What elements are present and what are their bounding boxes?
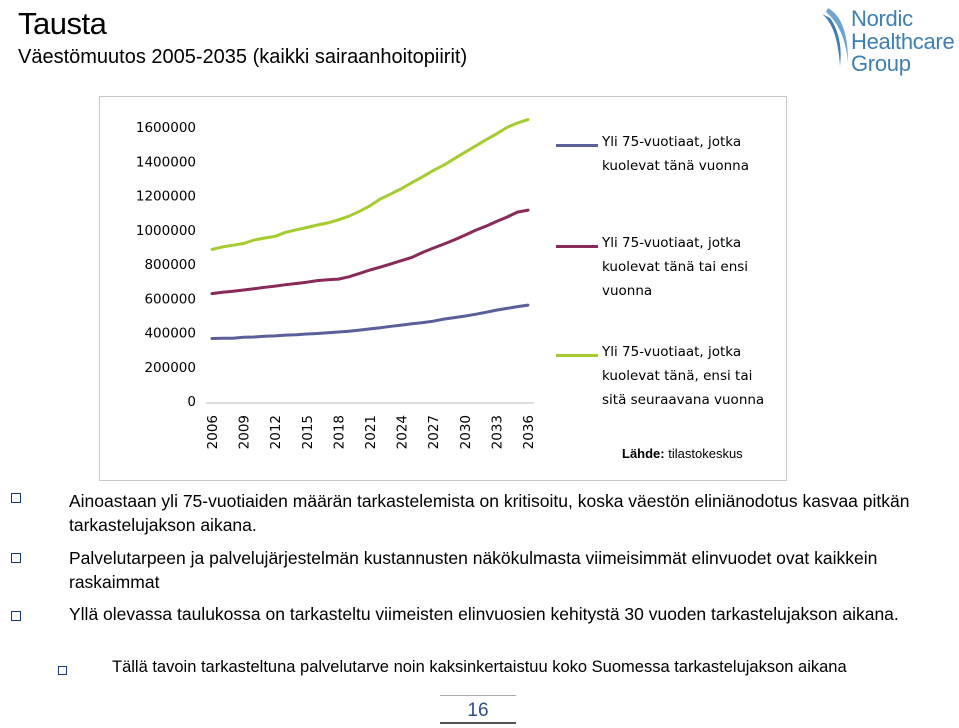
legend-label-3: Yli 75-vuotiaat, jotka kuolevat tänä, ensi tai sitä seuraavana vuonna: [602, 344, 765, 408]
chart-panel: [99, 96, 787, 481]
swoosh-icon: [818, 4, 854, 82]
nordic-healthcare-group-logo: [818, 4, 956, 82]
y-tick-label: 1000000: [135, 222, 196, 239]
slide-subtitle: Väestömuutos 2005-2035 (kaikki sairaanhoitopiirit): [18, 46, 468, 68]
x-tick-label: 2015: [299, 415, 316, 450]
chart-source: [622, 446, 743, 461]
bullet-text-2: Palvelutarpeen ja palvelujärjestelmän kustannusten näkökulmasta viimeisimmät elinvuodet ovat kaikkein raskaimmat: [69, 548, 878, 592]
bullet-text-1: Ainoastaan yli 75-vuotiaiden määrän tarkastelemista on kritisoitu, koska väestön eliniänodotus kasvaa pitkän tarkastelujakson aikana.: [69, 491, 910, 535]
legend-label-2: Yli 75-vuotiaat, jotka kuolevat tänä tai ensi vuonna: [602, 235, 749, 299]
x-tick-label: 2021: [363, 415, 379, 450]
y-tick-label: 1600000: [135, 120, 196, 136]
x-tick-label: 2018: [331, 415, 348, 450]
y-tick-label: 600000: [144, 291, 196, 308]
bullet-text-3: Yllä olevassa taulukossa on tarkasteltu viimeisten elinvuosien kehitystä 30 vuoden tarkastelujakson aikana.: [69, 604, 899, 624]
x-tick-label: 2024: [394, 415, 411, 450]
checkbox-bullet-icon: [11, 553, 21, 563]
x-tick-label: 2012: [268, 415, 285, 450]
logo-wordmark: [851, 8, 954, 76]
page-number: 16: [440, 695, 516, 724]
slide-title: Tausta: [18, 6, 107, 41]
legend-swatch-3: [556, 354, 598, 357]
x-tick-label: 2027: [426, 415, 443, 450]
logo-line-2: Healthcare: [851, 28, 955, 54]
x-tick-label: 2030: [457, 415, 474, 450]
logo-line-1: Nordic: [851, 6, 913, 31]
x-tick-label: 2033: [489, 415, 506, 450]
series-line-1: [212, 305, 528, 338]
x-tick-label: 2006: [205, 415, 221, 450]
source-label: Lähde:: [622, 446, 665, 461]
y-tick-label: 200000: [144, 359, 196, 376]
legend-swatch-1: [556, 144, 598, 147]
y-tick-label: 800000: [144, 257, 196, 273]
series-line-2: [212, 210, 528, 294]
checkbox-bullet-icon: [58, 666, 67, 675]
source-value: tilastokeskus: [668, 446, 743, 461]
legend-swatch-2: [556, 245, 598, 248]
x-tick-label: 2009: [236, 415, 253, 450]
logo-line-3: Group: [851, 51, 911, 76]
checkbox-bullet-icon: [11, 611, 21, 621]
series-line-3: [212, 120, 528, 250]
legend-label-1: Yli 75-vuotiaat, jotka kuolevat tänä vuonna: [602, 134, 749, 174]
checkbox-bullet-icon: [11, 493, 21, 503]
bullet-text-4: Tällä tavoin tarkasteltuna palvelutarve noin kaksinkertaistuu koko Suomessa tarkastelujakson aikana: [112, 658, 847, 676]
y-tick-label: 1400000: [135, 154, 196, 171]
x-tick-label: 2036: [521, 415, 537, 450]
y-tick-label: 1200000: [135, 188, 196, 205]
y-tick-label: 400000: [144, 325, 196, 342]
y-tick-label: 0: [187, 394, 196, 410]
